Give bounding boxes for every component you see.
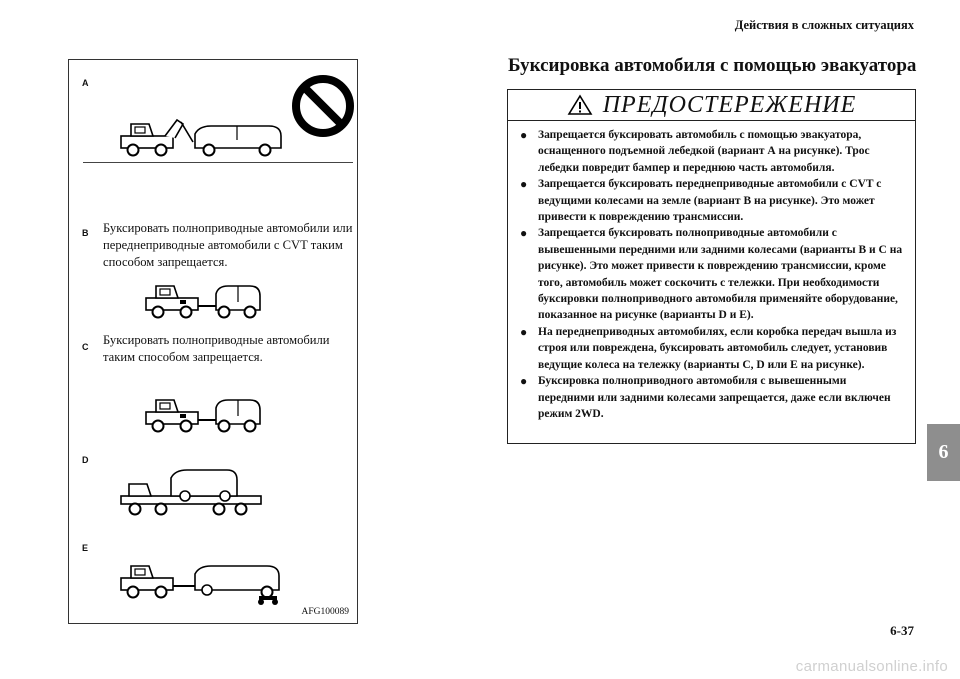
figure-label-e: E: [82, 543, 89, 553]
figure-caption-c: Буксировать полноприводные автомобили таким способом запрещается.: [103, 333, 330, 364]
bullet-icon: ●: [520, 226, 528, 241]
warning-list: [508, 121, 915, 422]
chapter-tab: 6: [927, 424, 960, 481]
page-header: Действия в сложных ситуациях: [734, 18, 914, 32]
page-number: 6-37: [890, 623, 914, 638]
towing-figure: [68, 59, 358, 624]
figure-divider: [83, 162, 353, 163]
figure-label-a: A: [82, 78, 89, 88]
warning-title: ПРЕДОСТЕРЕЖЕНИЕ: [602, 91, 857, 118]
flatbed-truck-icon: [119, 466, 269, 518]
figure-code: AFG100089: [301, 607, 349, 617]
bullet-icon: ●: [520, 374, 528, 389]
warning-item: ● Буксировка полноприводного автомобиля с вывешенными передними или задними колесами запрещается, даже если включен режим 2WD.: [520, 374, 891, 420]
section-title: Буксировка автомобиля с помощью эвакуатора: [508, 55, 917, 76]
warning-item: ● Запрещается буксировать полноприводные автомобили с вывешенными передними или задними колесами (варианты B и C на рисунке). Это может привести к повреждению трансмиссии, кроме того, автомобиль может соскочить с тележки. При необходимости буксировки полноприводного автомобиля применяйте оборудование, показанное на рисунке (варианты D и E).: [520, 226, 903, 322]
figure-caption-b: Буксировать полноприводные автомобили или переднеприводные автомобили с CVT таким способом запрещается.: [103, 221, 353, 269]
tow-truck-dolly-icon: [119, 560, 289, 606]
warning-box: [507, 89, 916, 444]
warning-item: ● Запрещается буксировать переднеприводные автомобили с CVT с ведущими колесами на земле (вариант B на рисунке). Это может привести к повреждению трансмиссии.: [520, 177, 882, 224]
watermark: carmanualsonline.info: [795, 658, 948, 675]
warning-item: ● На переднеприводных автомобилях, если коробка передач вышла из строя или повреждена, буксировать автомобиль следует, установив ведущие колеса на тележку (варианты C, D или E на рисунке).: [520, 324, 897, 371]
bullet-icon: ●: [520, 324, 528, 339]
warning-header: [508, 90, 915, 121]
tow-truck-icon: [119, 394, 289, 434]
bullet-icon: ●: [520, 177, 528, 192]
figure-label-b: B: [82, 228, 89, 238]
figure-label-d: D: [82, 455, 89, 465]
figure-label-c: C: [82, 342, 89, 352]
warning-item: ● Запрещается буксировать автомобиль с помощью эвакуатора, оснащенного подъемной лебедкой (вариант А на рисунке). Трос лебедки повредит бампер и переднюю часть автомобиля.: [520, 128, 870, 174]
tow-truck-winch-icon: [119, 118, 289, 158]
warning-triangle-icon: [567, 94, 593, 116]
bullet-icon: ●: [520, 128, 528, 142]
prohibited-icon: [291, 74, 355, 138]
tow-truck-icon: [119, 280, 289, 320]
